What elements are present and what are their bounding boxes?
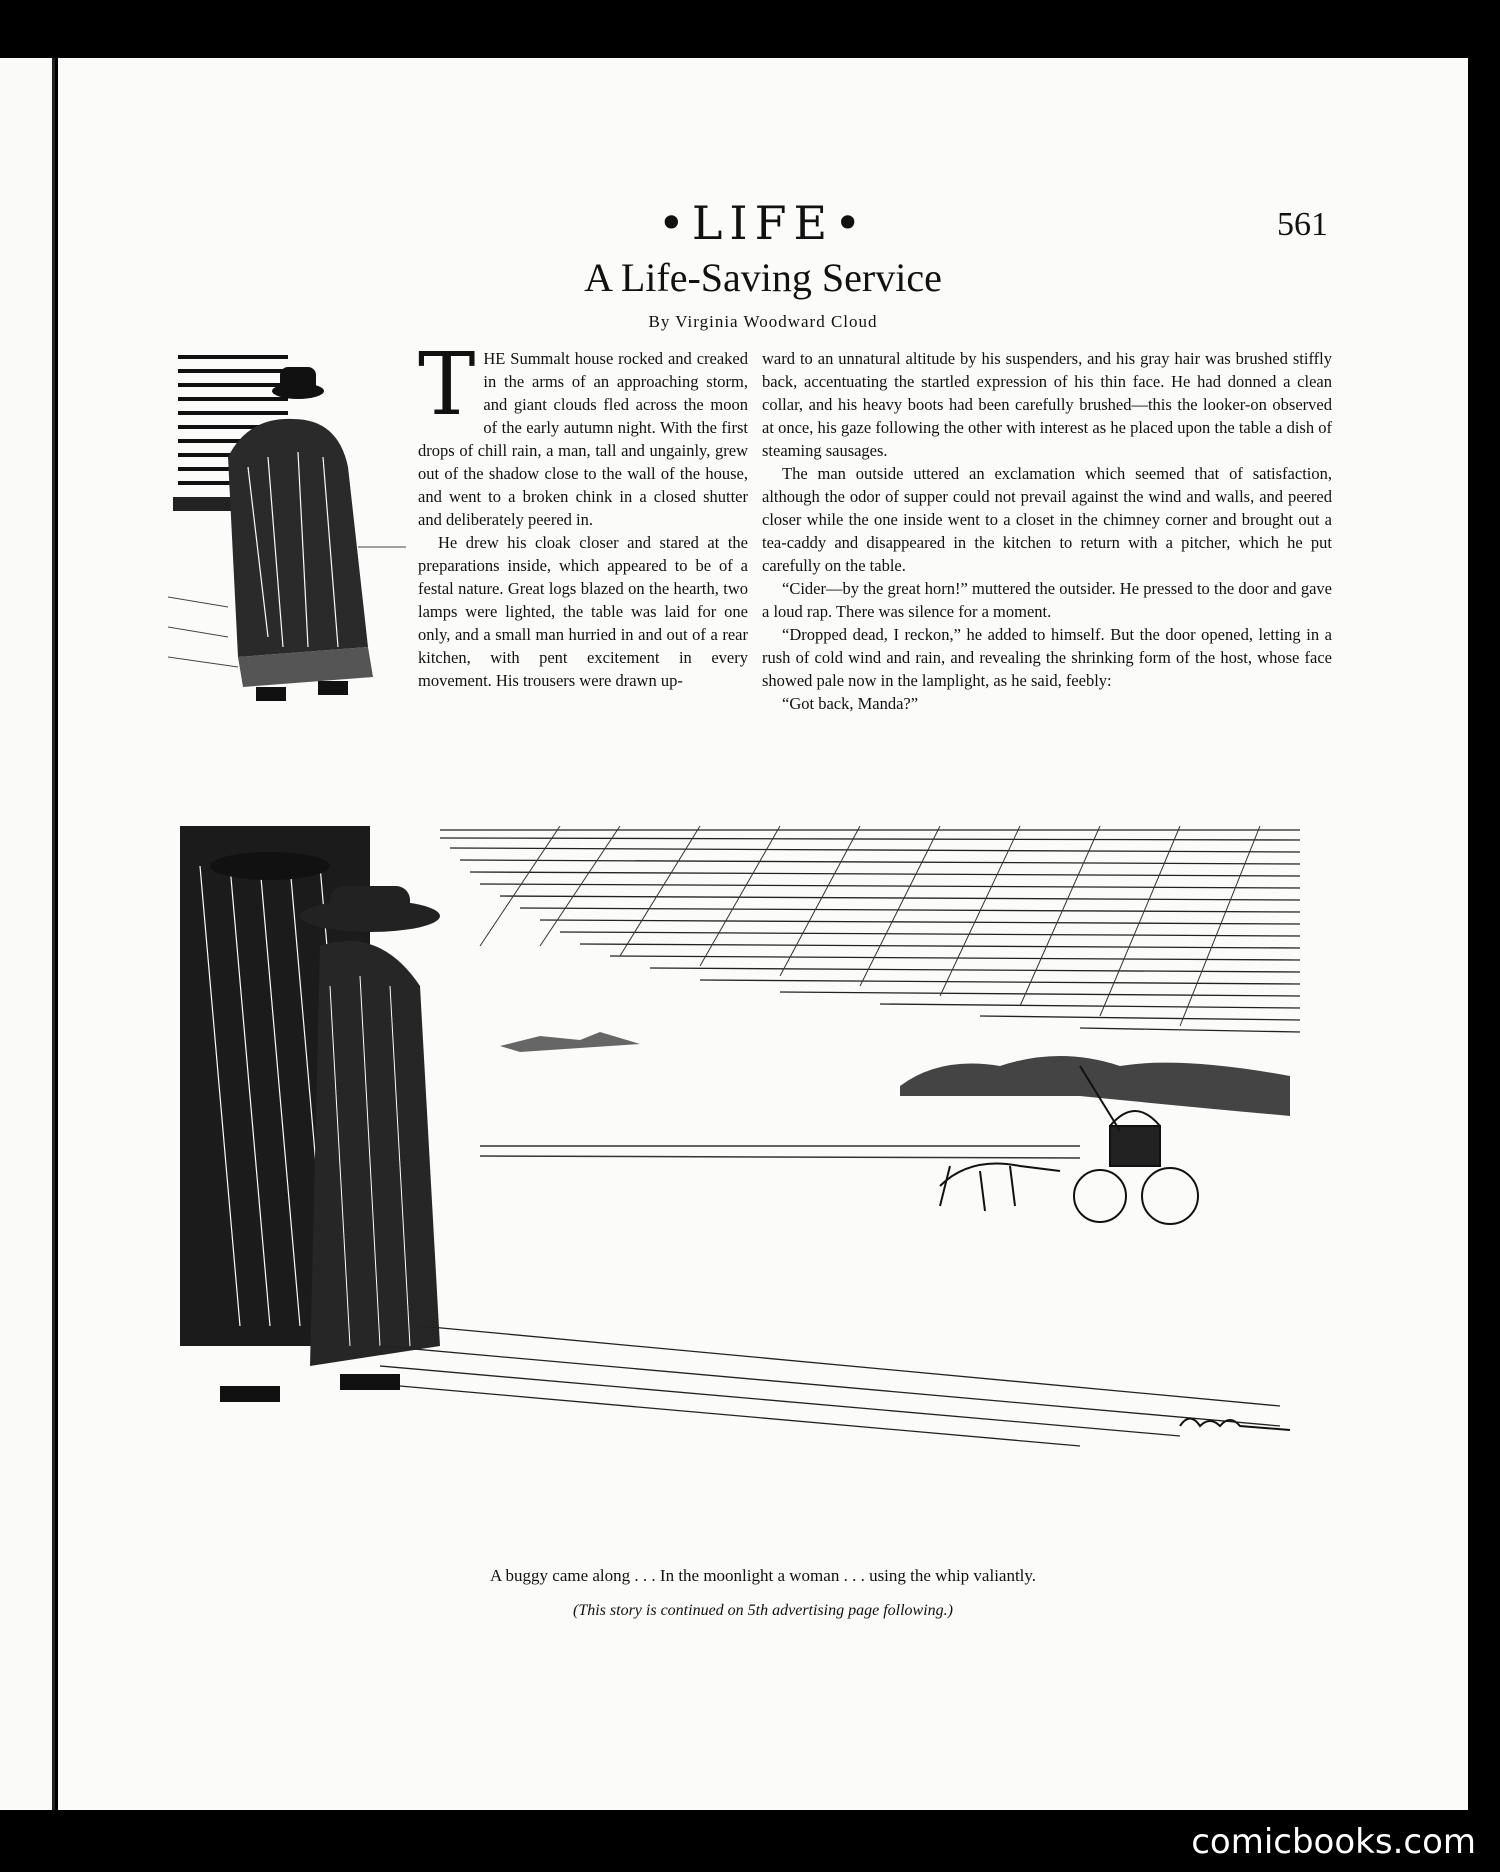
masthead: •LIFE• bbox=[657, 196, 869, 250]
watermark: comicbooks.com bbox=[1191, 1822, 1476, 1862]
page-number: 561 bbox=[1277, 206, 1328, 243]
paragraph: “Got back, Manda?” bbox=[782, 694, 919, 713]
buggy-scene-illustration bbox=[180, 826, 1310, 1456]
paragraph: ward to an unnatural altitude by his suspenders, and his gray hair was brushed stiffly back, accentuating the startled expression of his thin face. He had donned a clean collar, and his heavy boots had been carefully brushed—this the looker-on observed at once, his gaze following the other with interest as he placed upon the table a dish of steaming sausages. bbox=[762, 349, 1332, 460]
continued-note: (This story is continued on 5th advertising page following.) bbox=[573, 1602, 953, 1619]
magazine-page bbox=[58, 58, 1468, 1810]
illustration-caption: A buggy came along . . . In the moonlight a woman . . . using the whip valiantly. bbox=[489, 1566, 1037, 1585]
paragraph: “Dropped dead, I reckon,” he added to himself. But the door opened, letting in a rush of cold wind and rain, and revealing the shrinking form of the host, whose face showed pale now in the lamplight, as he said, feebly: bbox=[762, 625, 1332, 690]
text-column-1 bbox=[168, 335, 748, 719]
paragraph: HE Summalt house rocked and creaked in the arms of an approaching storm, and giant clouds fled across the moon of the early autumn night. With the first drops of chill rain, a man, tall and ungainly, grew out of the shadow close to the wall of the house, and went to a broken chink in a closed shutter and deliberately peered in. bbox=[418, 349, 748, 529]
paragraph: He drew his cloak closer and stared at the preparations inside, which appeared to be of a festal nature. Great logs blazed on the hearth, two lamps were lighted, the table was laid for one only, and a small man hurried in and out of a rear kitchen, with pent excitement in every movement. His trousers were drawn up- bbox=[418, 533, 748, 690]
facing-page-edge bbox=[0, 58, 55, 1810]
text-column-2 bbox=[762, 347, 1332, 715]
drop-cap: T bbox=[418, 335, 476, 435]
article-title: A Life-Saving Service bbox=[584, 255, 942, 300]
paragraph: The man outside uttered an exclamation which seemed that of satisfaction, although the odor of supper could not prevail against the wind and walls, and peered closer while the one inside went to a closet in the chimney corner and brought out a tea-caddy and disappeared in the kitchen to return with a pitcher, which he put carefully on the table. bbox=[762, 464, 1332, 575]
byline: By Virginia Woodward Cloud bbox=[648, 312, 878, 331]
paragraph: “Cider—by the great horn!” muttered the outsider. He pressed to the door and gave a loud rap. There was silence for a moment. bbox=[762, 579, 1332, 621]
man-at-window-illustration bbox=[168, 347, 406, 719]
